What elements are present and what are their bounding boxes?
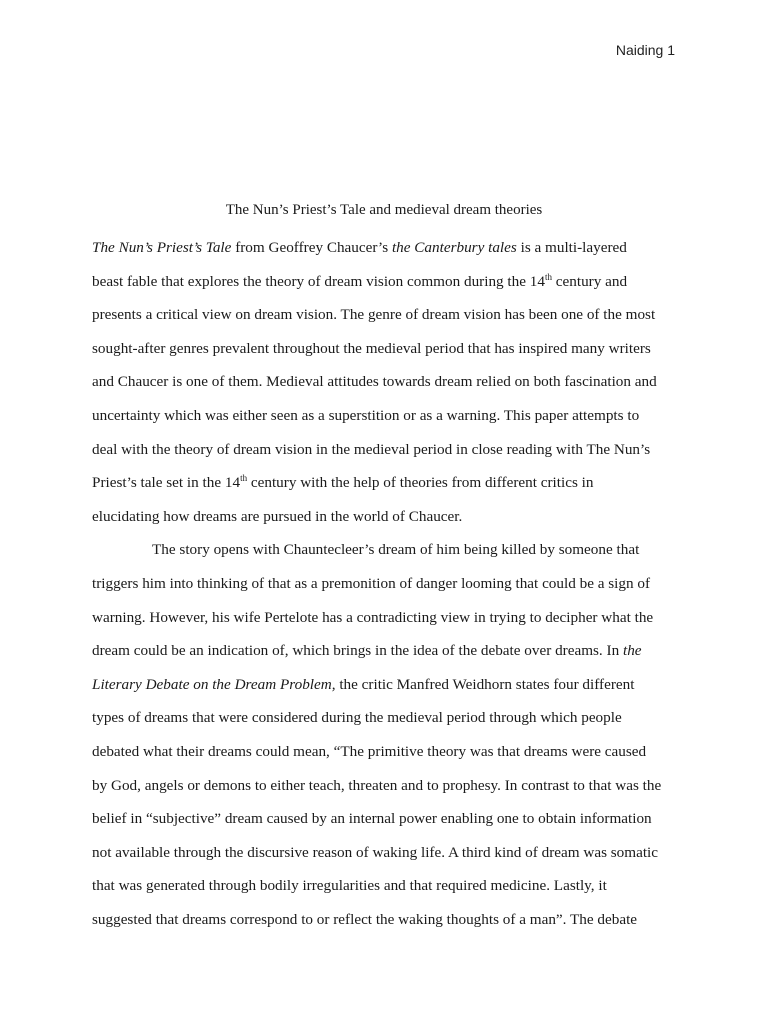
text-run: century and xyxy=(552,272,628,290)
superscript: th xyxy=(544,271,552,282)
text-line xyxy=(92,601,682,635)
text-run: sought-after genres prevalent throughout the medieval period that has inspired many writers xyxy=(92,339,651,357)
essay-title: The Nun’s Priest’s Tale and medieval dream theories xyxy=(225,202,543,218)
text-line xyxy=(92,735,682,769)
text-run: debated what their dreams could mean, “The primitive theory was that dreams were caused xyxy=(92,742,647,760)
text-line xyxy=(92,466,682,500)
text-run: century with the help of theories from different critics in xyxy=(247,474,594,492)
text-line xyxy=(92,365,682,399)
running-head: Naiding 1 xyxy=(615,42,675,58)
text-line xyxy=(92,903,682,937)
text-run: from Geoffrey Chaucer’s xyxy=(231,239,392,256)
text-run: beast fable that explores the theory of dream vision common during the 14 xyxy=(92,272,545,290)
text-run: presents a critical view on dream vision. The genre of dream vision has been one of the most xyxy=(92,306,656,324)
essay-body xyxy=(92,231,682,936)
text-run: triggers him into thinking of that as a premonition of danger looming that could be a sign of xyxy=(92,574,651,592)
text-run: the critic Manfred Weidhorn states four different xyxy=(335,675,635,693)
text-run: types of dreams that were considered during the medieval period through which people xyxy=(92,709,622,727)
italic-text: The Nun’s Priest’s Tale xyxy=(92,239,232,256)
text-line xyxy=(92,433,682,467)
text-run: is a multi-layered xyxy=(516,239,627,256)
text-run: belief in “subjective” dream caused by an internal power enabling one to obtain information xyxy=(92,810,652,828)
text-line xyxy=(92,701,682,735)
text-line xyxy=(92,869,682,903)
text-line xyxy=(92,836,682,870)
text-run: dream could be an indication of, which brings in the idea of the debate over dreams. In xyxy=(92,642,623,660)
text-line xyxy=(92,298,682,332)
italic-text: Literary Debate on the Dream Problem, xyxy=(92,675,336,693)
text-run: and Chaucer is one of them. Medieval attitudes towards dream relied on both fascination and xyxy=(92,373,657,391)
text-line xyxy=(92,634,682,668)
italic-text: the xyxy=(622,642,642,660)
text-run: by God, angels or demons to either teach, threaten and to prophesy. In contrast to that was the xyxy=(92,776,662,794)
text-run: that was generated through bodily irregularities and that required medicine. Lastly, it xyxy=(92,877,607,895)
text-run: The story opens with Chauntecleer’s dream of him being killed by someone that xyxy=(152,541,640,559)
text-line xyxy=(92,668,682,702)
superscript: th xyxy=(240,473,248,484)
paragraph xyxy=(92,533,682,936)
text-line xyxy=(92,567,682,601)
text-line xyxy=(92,533,682,567)
italic-text: the Canterbury tales xyxy=(391,239,517,256)
text-line xyxy=(92,769,682,803)
text-line xyxy=(92,500,682,534)
text-line xyxy=(92,265,682,299)
text-line xyxy=(92,399,682,433)
paragraph xyxy=(92,231,682,533)
text-line xyxy=(92,332,682,366)
text-run: warning. However, his wife Pertelote has a contradicting view in trying to decipher what the xyxy=(92,608,654,626)
text-run: deal with the theory of dream vision in the medieval period in close reading with The Nun’s xyxy=(92,440,651,458)
text-run: elucidating how dreams are pursued in the world of Chaucer. xyxy=(92,507,463,525)
text-run: uncertainty which was either seen as a superstition or as a warning. This paper attempts to xyxy=(92,406,640,424)
text-run: Priest’s tale set in the 14 xyxy=(92,474,241,492)
text-line xyxy=(92,231,682,265)
text-run: not available through the discursive reason of waking life. A third kind of dream was somatic xyxy=(92,843,659,861)
text-run: suggested that dreams correspond to or reflect the waking thoughts of a man”. The debate xyxy=(92,910,638,928)
text-line xyxy=(92,802,682,836)
